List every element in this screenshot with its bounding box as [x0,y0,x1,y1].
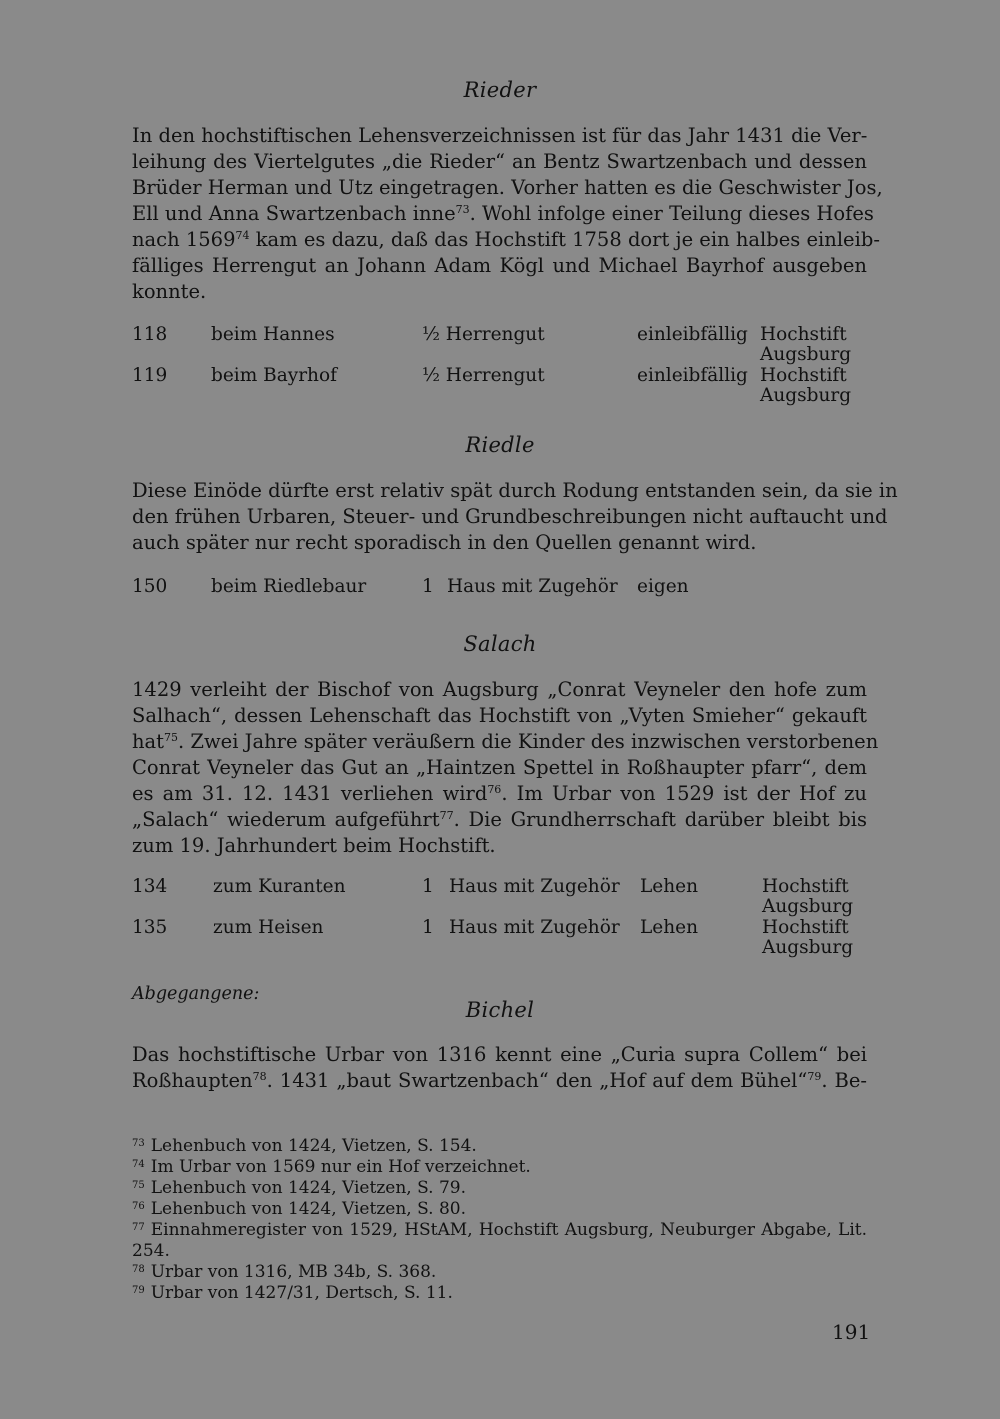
footnote-ref[interactable]: 73 [455,203,470,216]
property-owner [762,877,853,917]
footnote [132,1178,867,1199]
property-number: 118 [132,324,168,345]
text-fragment: . Wohl infolge einer Teilung dieses Hofes [469,202,874,225]
paragraph-salach [132,677,879,859]
text-fragment: beim [211,576,264,597]
text-line: zum 19. Jahrhundert beim Hochstift. [132,834,496,857]
text-line: Salhach“, dessen Lehenschaft das Hochstift von „Vyten Smieher“ gekauft [132,704,867,727]
footnotes [132,1136,867,1304]
owner-line: Augsburg [762,896,854,917]
section-heading-riedle: Riedle [465,433,535,457]
text-fragment: . Im Urbar von 1529 ist der Hof zu [501,782,867,805]
paragraph-rieder [132,123,883,305]
property-right: Lehen [640,917,699,938]
property-number: 119 [132,365,168,386]
property-size: ½ Herrengut [422,324,545,345]
footnote-number: 78 [132,1264,145,1275]
text-fragment: es am 31. 12. 1431 verliehen wird [132,782,488,805]
text-line: In den hochstiftischen Lehensverzeichnissen ist für das Jahr 1431 die Ver- [132,124,868,147]
text-fragment: kam es dazu, daß das Hochstift 1758 dort je ein halbes einleib- [249,228,880,251]
footnote-number: 77 [132,1222,145,1233]
page-number: 191 [832,1320,871,1344]
property-right: einleibfällig [637,324,748,345]
property-size: 1 [422,576,434,597]
text-fragment: . 1431 „baut Swartzenbach“ den „Hof auf dem Bühel“ [266,1069,808,1092]
footnote-text: Im Urbar von 1569 nur ein Hof verzeichnet. [150,1157,531,1177]
footnote-ref[interactable]: 79 [807,1070,822,1083]
text-fragment: . Die Grundherrschaft darüber bleibt bis [453,808,867,831]
property-name [211,577,366,597]
footnote-number: 75 [132,1180,145,1191]
text-fragment: Roßhaupten [132,1069,253,1092]
property-name: zum Heisen [213,917,324,938]
owner-line: Hochstift [760,324,847,345]
owner-line: Hochstift [760,365,847,386]
section-heading-bichel: Bichel [465,998,535,1022]
owner-line: Augsburg [760,344,852,365]
text-line: Das hochstiftische Urbar von 1316 kennt eine „Curia supra Collem“ bei [132,1043,867,1066]
property-size: 1 [422,917,434,938]
text-fragment: Ell und Anna Swartzenbach inne [132,202,456,225]
owner-line: Hochstift [762,876,849,897]
property-right: eigen [637,576,689,597]
text-line: Conrat Veyneler das Gut an „Haintzen Spettel in Roßhaupter pfarr“, dem [132,756,867,779]
property-name: beim Bayrhof [211,365,337,386]
text-line [132,781,867,807]
footnote [132,1220,867,1262]
footnote-text: Lehenbuch von 1424, Vietzen, S. 154. [150,1136,477,1156]
text-line: 1429 verleiht der Bischof von Augsburg „Conrat Veyneler den hofe zum [132,678,867,701]
footnote-text: Einnahmeregister von 1529, HStAM, Hochstift Augsburg, Neuburger Abgabe, Lit. 254. [132,1220,867,1261]
footnote [132,1262,867,1283]
property-size: ½ Herrengut [422,365,545,386]
footnote-number: 74 [132,1159,145,1170]
text-line: konnte. [132,280,207,303]
property-number: 150 [132,576,168,597]
text-line [132,729,879,755]
section-heading-salach: Salach [463,632,537,656]
text-fragment: . Be- [821,1069,867,1092]
text-fragment: hat [132,730,165,753]
owner-line: Augsburg [762,937,854,958]
paragraph-riedle [132,478,898,556]
footnote-number: 76 [132,1201,145,1212]
footnote-ref[interactable]: 75 [164,731,179,744]
text-line [132,807,867,833]
footnote [132,1199,867,1220]
text-line: fälliges Herrengut an Johann Adam Kögl und Michael Bayrhof ausgeben [132,254,867,277]
text-fragment: . Zwei Jahre später veräußern die Kinder des inzwischen verstorbenen [178,730,879,753]
paragraph-bichel [132,1042,867,1094]
text-fragment: Riedlebaur [263,576,367,597]
text-line [132,1068,867,1094]
property-number: 134 [132,876,168,897]
footnote-text: Urbar von 1427/31, Dertsch, S. 11. [150,1283,453,1303]
text-fragment: nach 1569 [132,228,236,251]
text-line [132,201,874,227]
footnote-ref[interactable]: 76 [487,783,502,796]
footnote-ref[interactable]: 78 [252,1070,267,1083]
footnote [132,1136,867,1157]
footnote-text: Lehenbuch von 1424, Vietzen, S. 80. [150,1199,466,1219]
footnote-text: Lehenbuch von 1424, Vietzen, S. 79. [150,1178,466,1198]
property-owner [760,366,851,406]
property-size: 1 [422,876,434,897]
text-line: Diese Einöde dürfte erst relativ spät durch Rodung entstanden sein, da sie in [132,479,898,502]
text-line: leihung des Viertelgutes „die Rieder“ an Bentz Swartzenbach und dessen [132,150,867,173]
owner-line: Hochstift [762,917,849,938]
footnote [132,1283,867,1304]
property-right: einleibfällig [637,365,748,386]
property-desc: Haus mit Zugehör [447,576,618,597]
text-fragment: „Salach“ wiederum aufgeführt [132,808,440,831]
property-name: zum Kuranten [213,876,346,897]
section-heading-rieder: Rieder [463,78,537,102]
property-desc: Haus mit Zugehör [449,876,620,897]
footnote-number: 79 [132,1285,145,1296]
text-line [132,227,880,253]
subsection-label: Abgegangene: [132,984,260,1004]
footnote [132,1157,867,1178]
text-line: auch später nur recht sporadisch in den Quellen genannt wird. [132,531,757,554]
footnote-number: 73 [132,1138,145,1149]
property-desc: Haus mit Zugehör [449,917,620,938]
text-line: den frühen Urbaren, Steuer- und Grundbeschreibungen nicht auftaucht und [132,505,888,528]
property-number: 135 [132,917,168,938]
property-owner [760,325,851,365]
text-line: Brüder Herman und Utz eingetragen. Vorher hatten es die Geschwister Jos, [132,176,883,199]
property-name: beim Hannes [211,324,335,345]
footnote-text: Urbar von 1316, MB 34b, S. 368. [150,1262,437,1282]
footnote-ref[interactable]: 77 [439,809,454,822]
property-owner [762,918,853,958]
property-right: Lehen [640,876,699,897]
footnote-ref[interactable]: 74 [235,229,250,242]
owner-line: Augsburg [760,385,852,406]
